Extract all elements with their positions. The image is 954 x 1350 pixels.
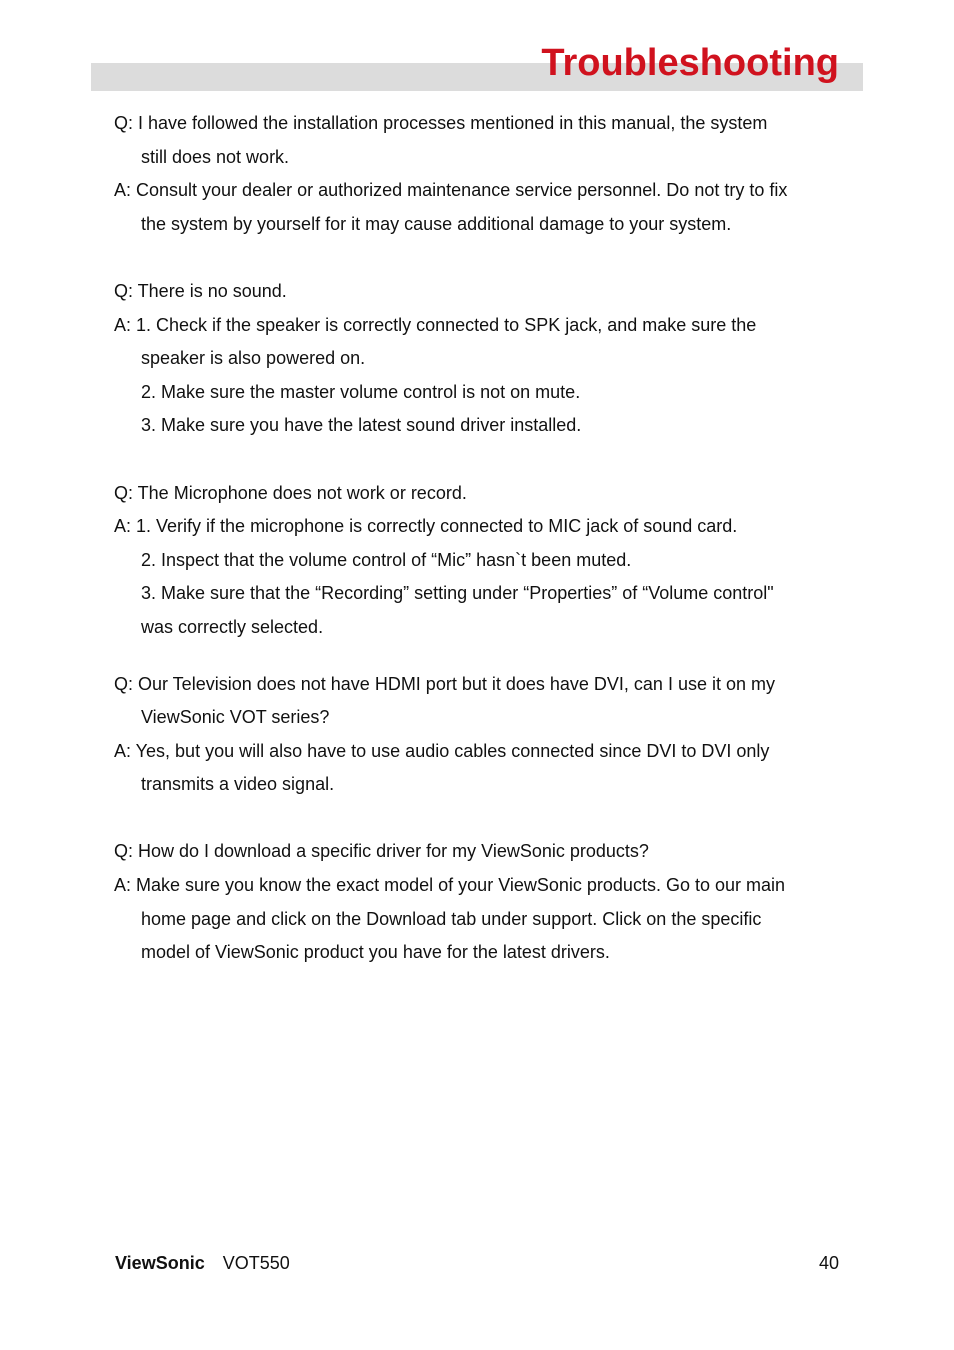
spacer (114, 443, 844, 477)
faq-item-no-sound (114, 275, 844, 443)
answer-line: A: 1. Verify if the microphone is correctly connected to MIC jack of sound card. (114, 516, 738, 537)
answer-line: transmits a video signal. (141, 774, 335, 795)
faq-content (114, 107, 844, 970)
answer-line: speaker is also powered on. (141, 348, 366, 369)
answer-line: 2. Inspect that the volume control of “Mic” hasn`t been muted. (141, 549, 632, 570)
page-footer (115, 1250, 839, 1276)
page-title: Troubleshooting (541, 42, 839, 84)
answer-line: was correctly selected. (141, 616, 324, 637)
question-line: still does not work. (141, 146, 290, 167)
answer-line: A: Make sure you know the exact model of your ViewSonic products. Go to our main (114, 875, 786, 896)
question-line: ViewSonic VOT series? (141, 707, 330, 728)
answer-line: 3. Make sure you have the latest sound driver installed. (141, 415, 582, 436)
spacer (114, 802, 844, 836)
footer-brand: ViewSonic (115, 1253, 205, 1273)
question-line: Q: There is no sound. (114, 280, 287, 301)
page-number: 40 (818, 1253, 839, 1273)
answer-line: A: 1. Check if the speaker is correctly connected to SPK jack, and make sure the (114, 314, 757, 335)
spacer (114, 645, 844, 668)
faq-item-installation (114, 107, 844, 241)
answer-line: the system by yourself for it may cause additional damage to your system. (141, 213, 732, 234)
faq-item-driver-download (114, 835, 844, 969)
answer-line: 2. Make sure the master volume control is not on mute. (141, 381, 581, 402)
question-line: Q: Our Television does not have HDMI port but it does have DVI, can I use it on my (114, 673, 775, 694)
answer-line: 3. Make sure that the “Recording” setting under “Properties” of “Volume control" (141, 583, 774, 604)
question-line: Q: I have followed the installation processes mentioned in this manual, the system (114, 113, 768, 133)
answer-line: A: Consult your dealer or authorized maintenance service personnel. Do not try to fix (114, 180, 788, 201)
answer-line: A: Yes, but you will also have to use audio cables connected since DVI to DVI only (114, 740, 770, 761)
faq-item-hdmi-dvi (114, 668, 844, 802)
answer-line: home page and click on the Download tab under support. Click on the specific (141, 908, 762, 929)
question-line: Q: How do I download a specific driver for my ViewSonic products? (114, 841, 649, 862)
footer-model: VOT550 (222, 1253, 290, 1273)
answer-line: model of ViewSonic product you have for the latest drivers. (141, 942, 610, 963)
question-line: Q: The Microphone does not work or record. (114, 482, 467, 503)
spacer (114, 241, 844, 275)
faq-item-microphone (114, 477, 844, 645)
